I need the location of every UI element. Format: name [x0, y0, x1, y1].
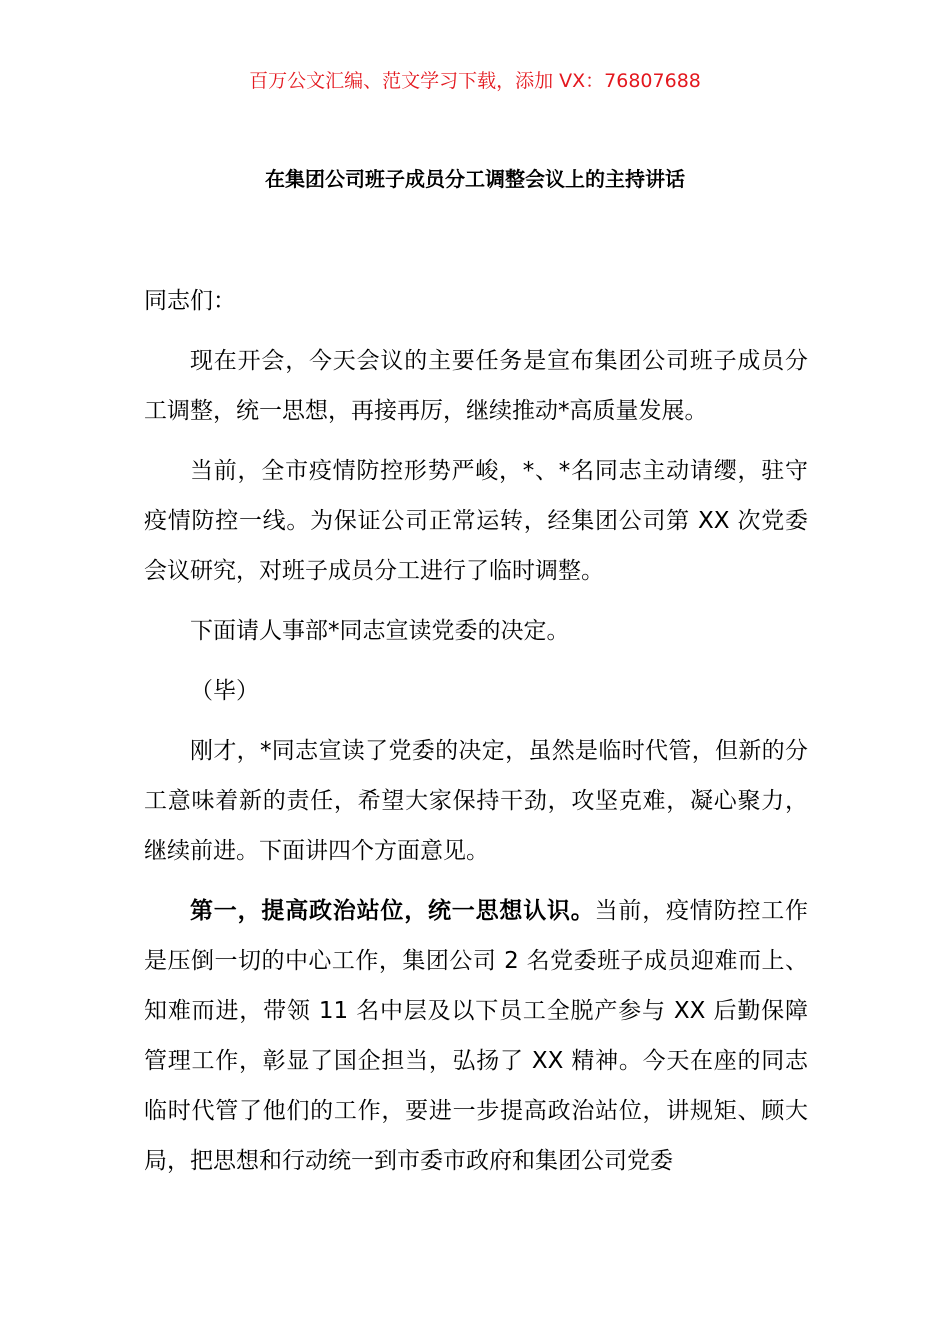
paragraph-transition	[144, 726, 808, 876]
paragraph-text: （毕）	[190, 678, 259, 704]
paragraph-point-one	[144, 886, 808, 1186]
header-watermark-note: 百万公文汇编、范文学习下载，添加 VX：76807688	[249, 70, 701, 92]
paragraph-text: 刚才，*同志宣读了党委的决定，虽然是临时代管，但新的分工意味着新的责任，希望大家保持干劲，攻坚克难，凝心聚力，继续前进。下面讲四个方面意见。	[144, 738, 808, 864]
paragraph-text: 现在开会，今天会议的主要任务是宣布集团公司班子成员分工调整，统一思想，再接再厉，继续推动*高质量发展。	[144, 348, 808, 424]
paragraph-background	[144, 446, 808, 596]
document-body	[144, 276, 808, 1196]
paragraph-announcement	[144, 606, 808, 656]
paragraph-end-mark	[144, 666, 808, 716]
salutation: 同志们：	[144, 288, 236, 314]
point-one-heading: 第一，提高政治站位，统一思想认识。	[190, 898, 595, 924]
paragraph-opening	[144, 336, 808, 436]
document-title: 在集团公司班子成员分工调整会议上的主持讲话	[265, 167, 685, 191]
paragraph-text: 当前，全市疫情防控形势严峻，*、*名同志主动请缨，驻守疫情防控一线。为保证公司正常运转，经集团公司第 XX 次党委会议研究，对班子成员分工进行了临时调整。	[144, 458, 808, 584]
paragraph-text: 当前，疫情防控工作是压倒一切的中心工作，集团公司 2 名党委班子成员迎难而上、知难而进，带领 11 名中层及以下员工全脱产参与 XX 后勤保障管理工作，彰显了国企担当，弘扬了 XX 精神。今天在座的同志临时代管了他们的工作，要进一步提高政治站位，讲规矩、顾大局，把思想和行动统一到市委市政府和集团公司党委	[144, 898, 809, 1174]
paragraph-text: 下面请人事部*同志宣读党委的决定。	[190, 618, 570, 644]
